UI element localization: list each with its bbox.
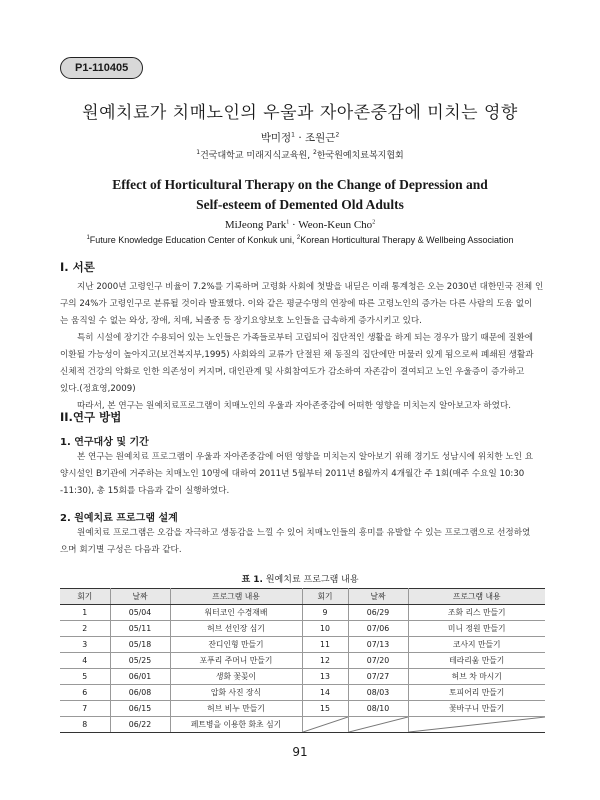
text-line: 으며 회기별 구성은 다음과 같다.	[60, 545, 182, 555]
text-line: 원예치료 프로그램은 오감을 자극하고 생동감을 느낄 수 있어 치매노인들의 흥미를 유발할 수 있는 프로그램으로 선정하였	[77, 528, 531, 538]
affil-1-sup: 1	[196, 149, 201, 156]
table-cell: 생화 꽃꽂이	[170, 669, 302, 685]
text-line: 신체적 건강의 악화로 인한 의존성이 커지며, 대인관계 및 사회참여도가 감소하여 자존감이 결여되고 노인 우울증이 증가하고	[60, 367, 525, 377]
en-author-1-sup: 1	[286, 219, 290, 226]
table-header-row	[60, 589, 545, 605]
english-authors	[0, 219, 600, 231]
table-cell: 12	[302, 653, 348, 669]
text-line: -11:30), 총 15회를 다음과 같이 실행하였다.	[60, 486, 230, 496]
text-line: 있다.(정효영,2009)	[60, 384, 136, 394]
table-cell: 꽃바구니 만들기	[408, 701, 545, 717]
en-author-1-name: MiJeong Park	[224, 219, 287, 231]
english-affiliations	[0, 235, 600, 245]
text-line: 는 움직일 수 없는 와상, 장애, 치매, 뇌졸중 등 장기요양보호 노인들을 급속하게 증가시키고 있다.	[60, 316, 422, 326]
table-row	[60, 637, 545, 653]
empty-cell-diagonal	[408, 717, 545, 733]
table-row	[60, 621, 545, 637]
diagonal-line	[303, 717, 348, 732]
table-cell: 11	[302, 637, 348, 653]
affil-1-text: 건국대학교 미래지식교육원,	[200, 151, 313, 161]
table-cell: 코사지 만들기	[408, 637, 545, 653]
table-cell: 2	[60, 621, 110, 637]
table-header-cell: 날짜	[110, 589, 170, 605]
en-author-2-sup: 2	[372, 219, 376, 226]
text-line: 지난 2000년 고령인구 비율이 7.2%를 기록하며 고령화 사회에 첫발을 내딛은 이래 통계청은 오는 2030년 대한민국 전체 인	[77, 282, 544, 292]
author-2-sup: 2	[335, 131, 340, 139]
table-cell: 06/08	[110, 685, 170, 701]
section-heading-intro: I. 서론	[60, 260, 95, 274]
table-cell: 08/10	[348, 701, 408, 717]
korean-title: 원예치료가 치매노인의 우울과 자아존중감에 미치는 영향	[82, 103, 518, 123]
paper-code-badge: P1-110405	[60, 57, 143, 79]
en-affil-2-sup: 2	[296, 235, 301, 241]
table-cell: 06/01	[110, 669, 170, 685]
diagonal-line	[349, 717, 408, 732]
affil-2-sup: 2	[312, 149, 317, 156]
empty-cell-diagonal	[302, 717, 348, 733]
table-header-cell: 프로그램 내용	[408, 589, 545, 605]
text-line: 이환될 가능성이 높아지고(보건복지부,1995) 사회와의 교류가 단절된 채 동질의 집단에만 머물러 있게 됨으로써 폐쇄된 생활과	[60, 350, 534, 360]
en-affil-2-text: Korean Horticultural Therapy & Wellbeing Association	[300, 235, 514, 245]
table-header-cell: 프로그램 내용	[170, 589, 302, 605]
empty-cell-diagonal	[348, 717, 408, 733]
table-cell: 15	[302, 701, 348, 717]
table-row	[60, 669, 545, 685]
table-cell: 14	[302, 685, 348, 701]
table-cell: 잔디인형 만들기	[170, 637, 302, 653]
table-header-cell: 회기	[60, 589, 110, 605]
text-line: 본 연구는 원예치료 프로그램이 우울과 자아존중감에 어떤 영향을 미치는지 알아보기 위해 경기도 성남시에 위치한 노인 요	[77, 452, 534, 462]
table-header-cell: 회기	[302, 589, 348, 605]
table-cell: 07/20	[348, 653, 408, 669]
table-cell: 포푸리 주머니 만들기	[170, 653, 302, 669]
table-cell: 1	[60, 605, 110, 621]
table-cell: 8	[60, 717, 110, 733]
table-cell: 13	[302, 669, 348, 685]
en-affil-1-text: Future Knowledge Education Center of Konkuk uni,	[89, 235, 297, 245]
table-cell: 06/29	[348, 605, 408, 621]
table-cell: 07/06	[348, 621, 408, 637]
english-title-line-1: Effect of Horticultural Therapy on the Change of Depression and	[112, 177, 488, 192]
table-cell: 압화 사진 장식	[170, 685, 302, 701]
en-author-2-name: Weon-Keun Cho	[298, 219, 373, 231]
table-cell: 08/03	[348, 685, 408, 701]
table-cell: 07/13	[348, 637, 408, 653]
korean-affiliations	[0, 148, 600, 161]
table-cell: 3	[60, 637, 110, 653]
diagonal-line	[409, 717, 546, 732]
table-cell: 허브 비누 만들기	[170, 701, 302, 717]
table-cell: 페트병을 이용한 화초 심기	[170, 717, 302, 733]
subjects-paragraph	[60, 449, 545, 500]
author-1-name: 박미정	[260, 132, 292, 144]
table-caption-label: 표 1.	[241, 575, 263, 585]
page-number: 91	[292, 745, 308, 759]
table-cell: 05/25	[110, 653, 170, 669]
table-cell: 7	[60, 701, 110, 717]
table-cell: 10	[302, 621, 348, 637]
table-caption	[0, 572, 600, 585]
text-line: 구의 24%가 고령인구로 분류될 것이라 발표했다. 이와 같은 평균수명의 연장에 따른 고령노인의 증가는 다른 사람의 도움 없이	[60, 299, 533, 309]
subsection-heading-subjects: 1. 연구대상 및 기간	[60, 437, 149, 448]
text-line: 특히 시설에 장기간 수용되어 있는 노인들은 가족들로부터 고립되어 집단적인 생활을 하게 되는 경우가 많기 때문에 질환에	[77, 333, 534, 343]
program-paragraph	[60, 525, 545, 559]
table-cell: 토피어리 만들기	[408, 685, 545, 701]
program-table	[60, 588, 545, 733]
text-line: 따라서, 본 연구는 원예치료프로그램이 치매노인의 우울과 자아존중감에 어떠한 영향을 미치는지 알아보고자 하였다.	[77, 401, 511, 411]
en-author-separator: ·	[291, 219, 296, 231]
table-row	[60, 685, 545, 701]
table-cell: 9	[302, 605, 348, 621]
table-cell: 허브 차 마시기	[408, 669, 545, 685]
author-1-sup: 1	[291, 131, 295, 139]
section-heading-method: II.연구 방법	[60, 410, 122, 424]
table-cell: 05/18	[110, 637, 170, 653]
table-caption-text: 원예치료 프로그램 내용	[262, 575, 359, 585]
table-cell: 허브 선인장 심기	[170, 621, 302, 637]
table-cell: 05/04	[110, 605, 170, 621]
author-separator: ·	[298, 132, 302, 144]
en-affil-1-sup: 1	[86, 235, 90, 241]
english-title	[0, 175, 600, 215]
table-cell: 07/27	[348, 669, 408, 685]
table-cell: 워터코인 수경재배	[170, 605, 302, 621]
table-cell: 미니 정원 만들기	[408, 621, 545, 637]
table-cell: 06/15	[110, 701, 170, 717]
intro-paragraph	[60, 279, 545, 415]
table-cell: 5	[60, 669, 110, 685]
text-line: 양시설인 B기관에 거주하는 치매노인 10명에 대하여 2011년 5월부터 2011년 8월까지 4개월간 주 1회(매주 수요일 10:30	[60, 469, 525, 479]
subsection-heading-program: 2. 원예치료 프로그램 설계	[60, 513, 178, 524]
affil-2-text: 한국원예치료복지협회	[316, 151, 404, 161]
table-cell: 06/22	[110, 717, 170, 733]
table-row	[60, 717, 545, 733]
table-row	[60, 701, 545, 717]
english-title-line-2: Self-esteem of Demented Old Adults	[196, 197, 404, 212]
table-cell: 6	[60, 685, 110, 701]
table-cell: 4	[60, 653, 110, 669]
table-header-cell: 날짜	[348, 589, 408, 605]
table-cell: 조화 리스 만들기	[408, 605, 545, 621]
table-row	[60, 605, 545, 621]
table-cell: 테라리움 만들기	[408, 653, 545, 669]
author-2-name: 조원근	[305, 132, 336, 144]
korean-authors	[0, 130, 600, 145]
table-row	[60, 653, 545, 669]
table-cell: 05/11	[110, 621, 170, 637]
